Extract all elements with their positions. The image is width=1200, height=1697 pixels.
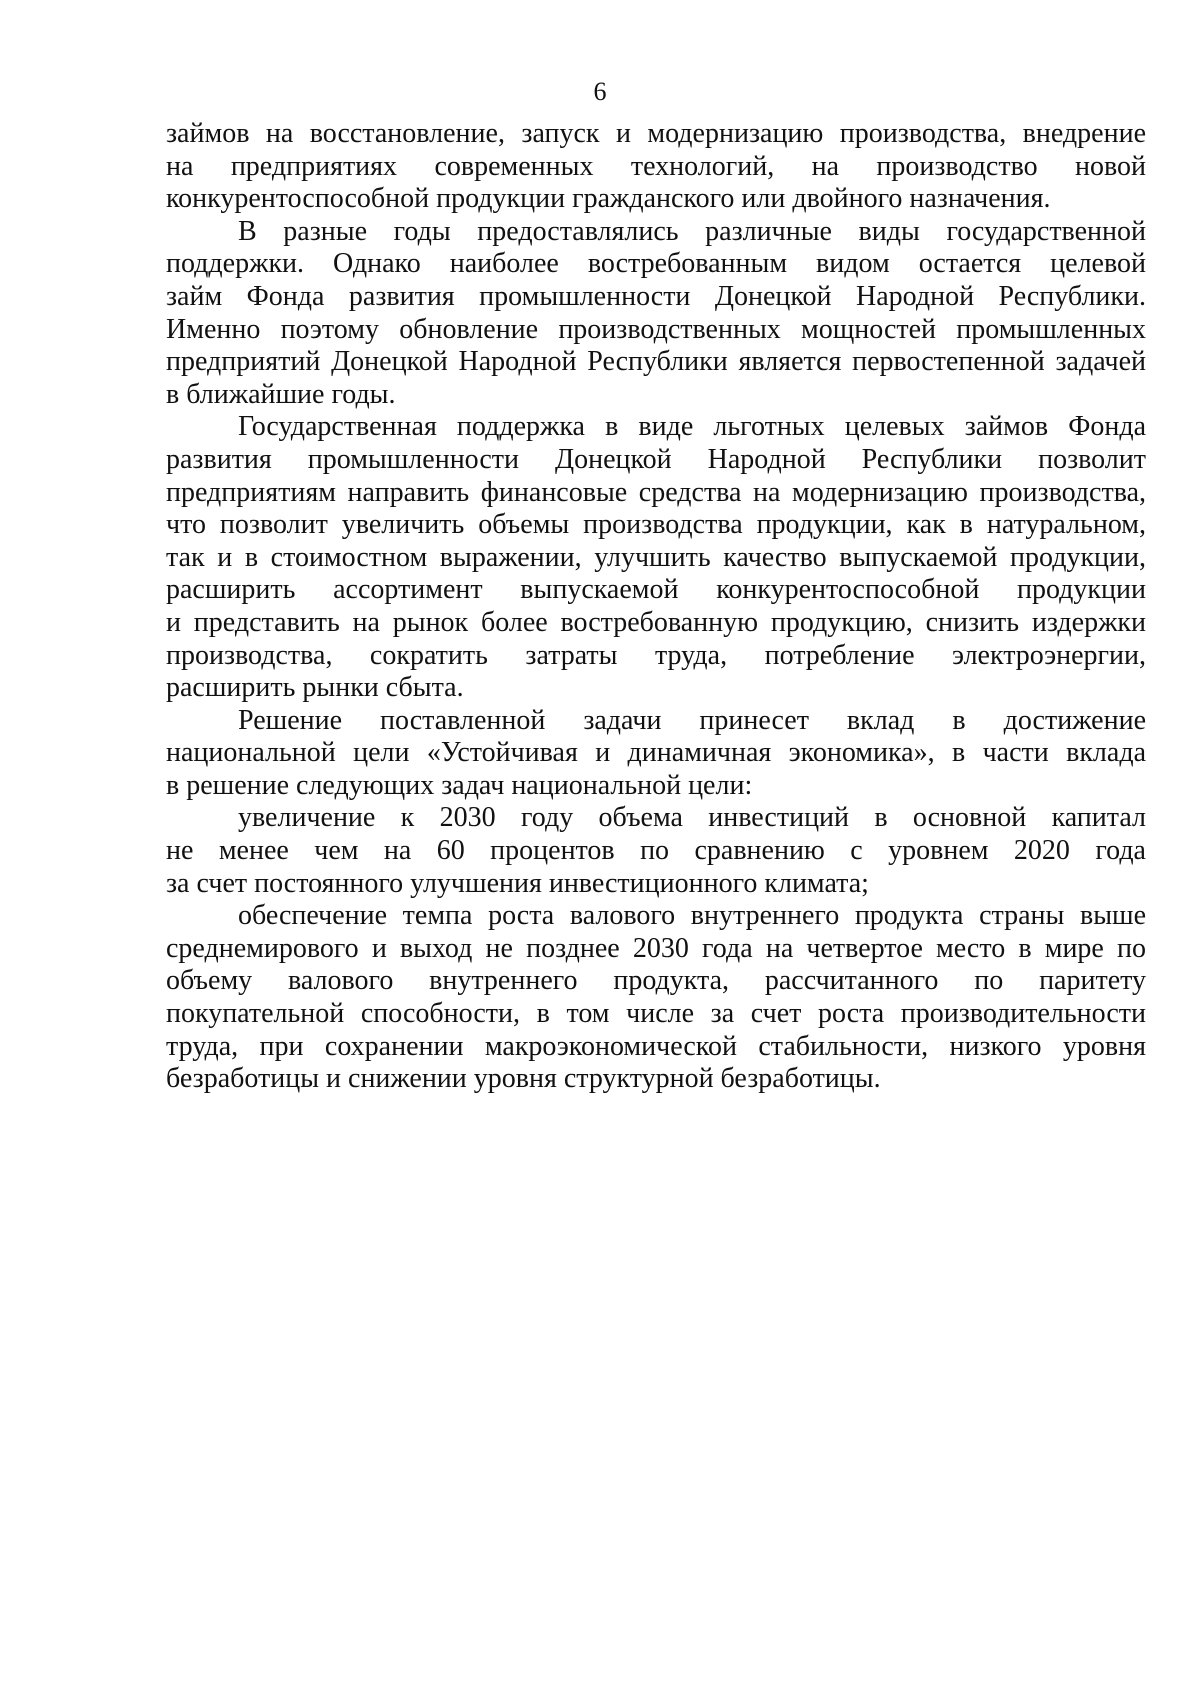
text-line: предприятий Донецкой Народной Республики является первостепенной задачей [166, 346, 1146, 378]
paragraph-support-types [166, 216, 1146, 412]
paragraph-investment-goal [166, 802, 1146, 900]
text-line: на предприятиях современных технологий, на производство новой [166, 150, 1146, 182]
text-line: поддержки. Однако наиболее востребованным видом остается целевой [166, 248, 1146, 280]
paragraph-national-goal [166, 705, 1146, 803]
text-line: за счет постоянного улучшения инвестиционного климата; [166, 867, 869, 899]
text-line: займ Фонда развития промышленности Донецкой Народной Республики. [166, 280, 1146, 312]
text-line: Решение поставленной задачи принесет вклад в достижение [238, 704, 1146, 736]
text-line: объему валового внутреннего продукта, рассчитанного по паритету [166, 965, 1146, 997]
text-line: и представить на рынок более востребованную продукцию, снизить издержки [166, 606, 1146, 638]
text-line: не менее чем на 60 процентов по сравнению с уровнем 2020 года [166, 835, 1146, 867]
text-line: расширить ассортимент выпускаемой конкурентоспособной продукции [166, 574, 1146, 606]
text-line: увеличение к 2030 году объема инвестиций в основной капитал [238, 802, 1146, 834]
paragraph-continuation [166, 118, 1146, 216]
text-line: В разные годы предоставлялись различные виды государственной [238, 215, 1146, 247]
text-line: так и в стоимостном выражении, улучшить качество выпускаемой продукции, [166, 541, 1146, 573]
text-line: производства, сократить затраты труда, потребление электроэнергии, [166, 639, 1146, 671]
text-line: Государственная поддержка в виде льготных целевых займов Фонда [238, 411, 1146, 443]
text-line: Именно поэтому обновление производственных мощностей промышленных [166, 313, 1146, 345]
text-line: что позволит увеличить объемы производства продукции, как в натуральном, [166, 509, 1146, 541]
text-line: в решение следующих задач национальной цели: [166, 769, 753, 801]
text-line: национальной цели «Устойчивая и динамичная экономика», в части вклада [166, 737, 1146, 769]
text-line: труда, при сохранении макроэкономической стабильности, низкого уровня [166, 1030, 1146, 1062]
paragraph-state-support [166, 411, 1146, 704]
text-line: в ближайшие годы. [166, 378, 396, 410]
page-number: 6 [593, 77, 607, 106]
text-line: развития промышленности Донецкой Народной Республики позволит [166, 443, 1146, 475]
text-line: займов на восстановление, запуск и модернизацию производства, внедрение [166, 118, 1146, 149]
text-line: расширить рынки сбыта. [166, 672, 464, 704]
paragraph-gdp-goal [166, 900, 1146, 1096]
document-body [166, 118, 1146, 1096]
text-line: покупательной способности, в том числе за счет роста производительности [166, 998, 1146, 1030]
text-line: обеспечение темпа роста валового внутреннего продукта страны выше [238, 900, 1146, 932]
text-line: предприятиям направить финансовые средства на модернизацию производства, [166, 476, 1146, 508]
text-line: конкурентоспособной продукции гражданского или двойного назначения. [166, 183, 1051, 215]
text-line: среднемирового и выход не позднее 2030 года на четвертое место в мире по [166, 932, 1146, 964]
text-line: безработицы и снижении уровня структурной безработицы. [166, 1063, 881, 1095]
